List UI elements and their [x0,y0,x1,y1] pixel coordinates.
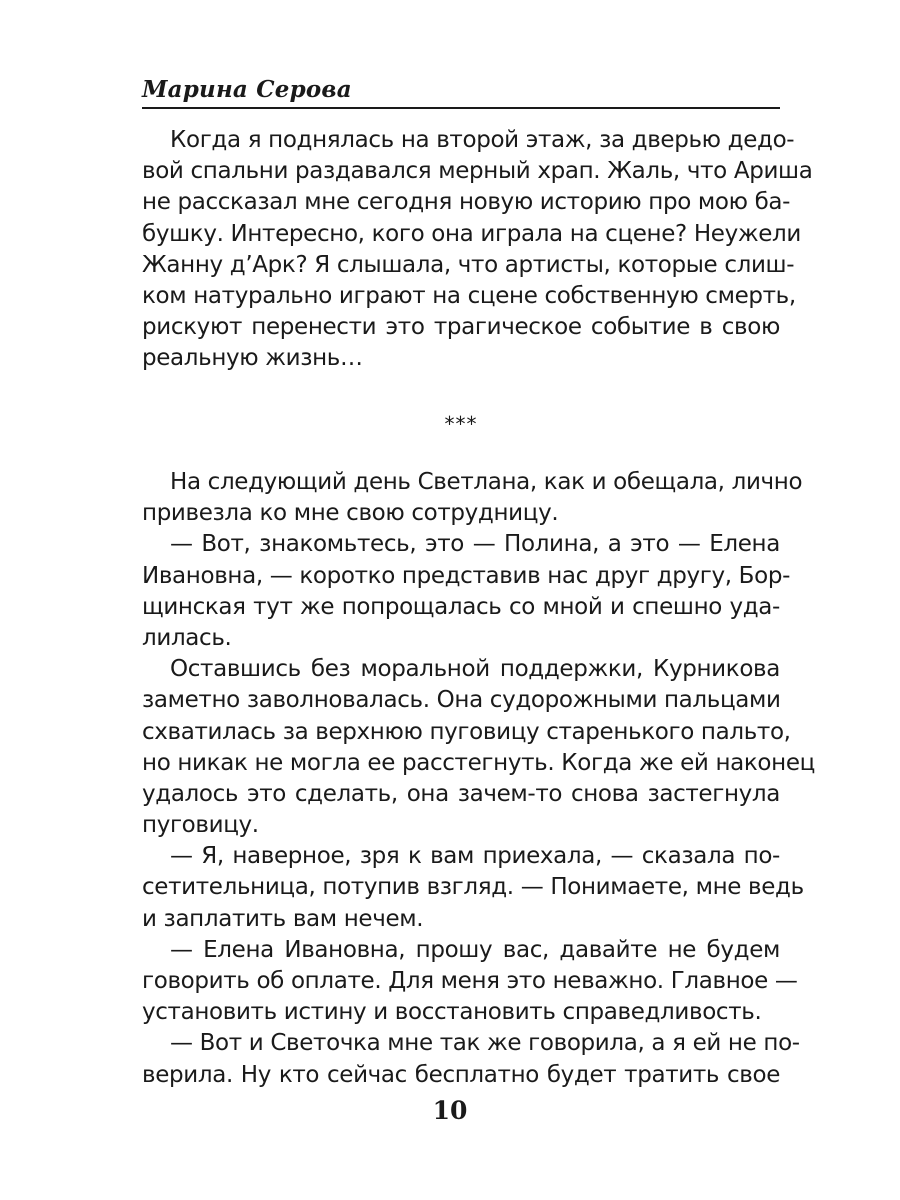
text-line: заметно заволновалась. Она судорожными пальцами [142,687,781,714]
text-line: — Вот и Светочка мне так же говорила, а я ей не по- [170,1030,800,1057]
text-line: вой спальни раздавался мерный храп. Жаль, что Ариша [142,158,813,185]
text-line: привезла ко мне свою сотрудницу. [142,500,559,527]
text-line: — Я, наверное, зря к вам приехала, — сказала по- [170,843,780,870]
text-line: Ивановна, — коротко представив нас друг другу, Бор- [142,562,791,589]
text-line: Когда я поднялась на второй этаж, за дверью дедо- [170,127,795,153]
text-line: — Вот, знакомьтесь, это — Полина, а это — Елена [170,531,780,558]
text-line: удалось это сделать, она зачем-то снова застегнула [142,780,780,807]
text-line: ком натурально играют на сцене собственную смерть, [142,282,796,309]
text-line: пуговицу. [142,812,259,839]
header-rule [142,107,780,109]
text-line: и заплатить вам нечем. [142,905,424,932]
text-line: рискуют перенести это трагическое событие в свою [142,314,780,341]
text-line: схватилась за верхнюю пуговицу старенького пальто, [142,718,791,745]
text-line: щинская тут же попрощалась со мной и спешно уда- [142,593,780,620]
text-block-1 [142,125,813,375]
text-line: установить истину и восстановить справедливость. [142,999,762,1026]
text-line: говорить об оплате. Для меня это неважно. Главное — [142,968,798,994]
text-line: На следующий день Светлана, как и обещала, лично [170,469,803,495]
text-line: реальную жизнь… [142,345,363,372]
text-line: бушку. Интересно, кого она играла на сцене? Неужели [142,220,801,247]
text-line: Оставшись без моральной поддержки, Курникова [170,656,780,683]
page-number: 10 [432,1096,468,1125]
text-line: не рассказал мне сегодня новую историю про мою ба- [142,189,791,216]
text-line: сетительница, потупив взгляд. — Понимаете, мне ведь [142,874,804,901]
text-line: — Елена Ивановна, прошу вас, давайте не будем [170,936,780,963]
section-divider: *** [444,412,478,436]
running-header-author: Марина Серова [142,76,352,103]
text-line: Жанну д’Арк? Я слышала, что артисты, которые слиш- [142,251,795,278]
text-line: верила. Ну кто сейчас бесплатно будет тратить свое [142,1061,780,1088]
text-line: но никак не могла ее расстегнуть. Когда же ей наконец [142,749,815,776]
text-line: лилась. [142,624,232,651]
text-block-2 [142,467,815,1091]
